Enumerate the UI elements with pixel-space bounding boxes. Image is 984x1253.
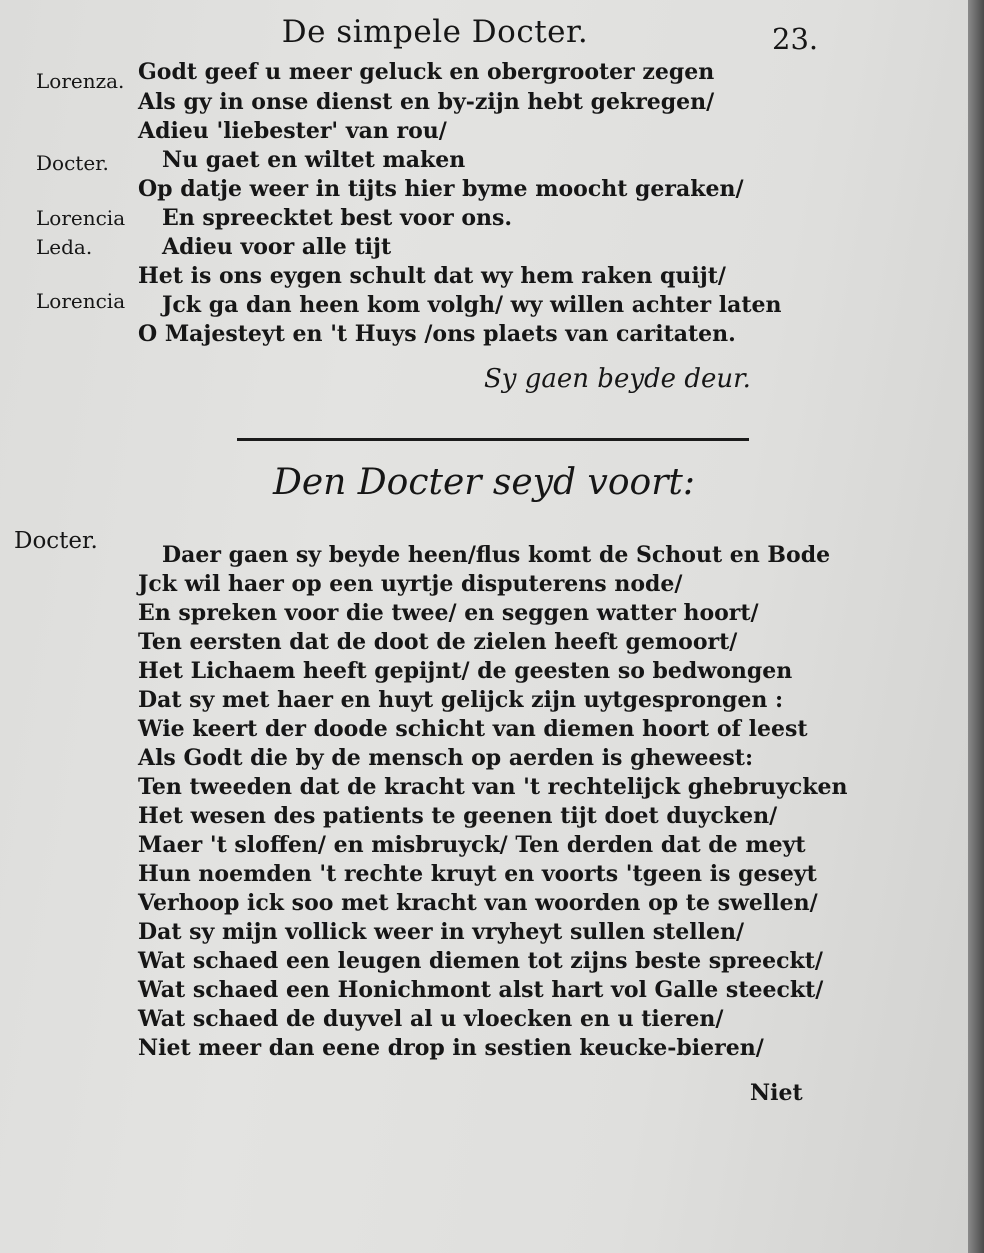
verse-line: En spreecktet best voor ons. bbox=[162, 205, 513, 231]
verse-line: Daer gaen sy beyde heen/flus komt de Schout en Bode bbox=[162, 542, 831, 568]
verse-line: Als Godt die by de mensch op aerden is gheweest: bbox=[138, 745, 754, 771]
verse-line: Adieu 'liebester' van rou/ bbox=[138, 118, 447, 144]
verse-line: O Majesteyt en 't Huys /ons plaets van caritaten. bbox=[138, 321, 736, 347]
verse-line: Jck wil haer op een uyrtje disputerens node/ bbox=[138, 571, 683, 597]
verse-line: Dat sy met haer en huyt gelijck zijn uytgesprongen : bbox=[138, 687, 784, 713]
speaker-label: Lorencia bbox=[36, 289, 126, 313]
verse-line: Niet meer dan eene drop in sestien keucke-bieren/ bbox=[138, 1035, 764, 1061]
speaker-label: Docter. bbox=[14, 528, 98, 554]
running-title: De simpele Docter. bbox=[281, 14, 589, 50]
verse-line: Wat schaed een leugen diemen tot zijns beste spreeckt/ bbox=[138, 948, 823, 974]
verse-line: Wat schaed een Honichmont alst hart vol Galle steeckt/ bbox=[138, 977, 824, 1003]
speaker-label: Leda. bbox=[36, 235, 93, 259]
page-edge bbox=[968, 0, 984, 1253]
verse-line: Wat schaed de duyvel al u vloecken en u tieren/ bbox=[138, 1006, 724, 1032]
verse-line: Verhoop ick soo met kracht van woorden op te swellen/ bbox=[138, 890, 818, 916]
verse-line: Het is ons eygen schult dat wy hem raken quijt/ bbox=[138, 263, 726, 289]
verse-line: Op datje weer in tijts hier byme moocht geraken/ bbox=[138, 176, 744, 202]
verse-line: Het Lichaem heeft gepijnt/ de geesten so bedwongen bbox=[138, 658, 793, 684]
verse-line: Ten eersten dat de doot de zielen heeft gemoort/ bbox=[138, 629, 738, 655]
page-number: 23. bbox=[772, 22, 819, 56]
verse-line: Dat sy mijn vollick weer in vryheyt sullen stellen/ bbox=[138, 919, 745, 945]
verse-line: Hun noemden 't rechte kruyt en voorts 'tgeen is geseyt bbox=[138, 861, 817, 887]
verse-line: Jck ga dan heen kom volgh/ wy willen achter laten bbox=[162, 292, 782, 318]
verse-line: Adieu voor alle tijt bbox=[162, 234, 392, 260]
verse-line: Maer 't sloffen/ en misbruyck/ Ten derden dat de meyt bbox=[138, 832, 806, 858]
verse-line: En spreken voor die twee/ en seggen watter hoort/ bbox=[138, 600, 759, 626]
verse-line: Godt geef u meer geluck en obergrooter zegen bbox=[138, 59, 715, 85]
catchword: Niet bbox=[750, 1080, 803, 1106]
speaker-label: Docter. bbox=[36, 151, 109, 175]
verse-line: Het wesen des patients te geenen tijt doet duycken/ bbox=[138, 803, 778, 829]
verse-line: Wie keert der doode schicht van diemen hoort of leest bbox=[138, 716, 808, 742]
speaker-label: Lorenza. bbox=[36, 69, 125, 93]
stage-direction: Sy gaen beyde deur. bbox=[484, 364, 751, 394]
section-divider bbox=[237, 438, 749, 441]
section-heading: Den Docter seyd voort: bbox=[272, 462, 695, 503]
speaker-label: Lorencia bbox=[36, 206, 126, 230]
verse-line: Ten tweeden dat de kracht van 't rechtelijck ghebruycken bbox=[138, 774, 848, 800]
verse-line: Nu gaet en wiltet maken bbox=[162, 147, 466, 173]
verse-line: Als gy in onse dienst en by-zijn hebt gekregen/ bbox=[138, 89, 715, 115]
